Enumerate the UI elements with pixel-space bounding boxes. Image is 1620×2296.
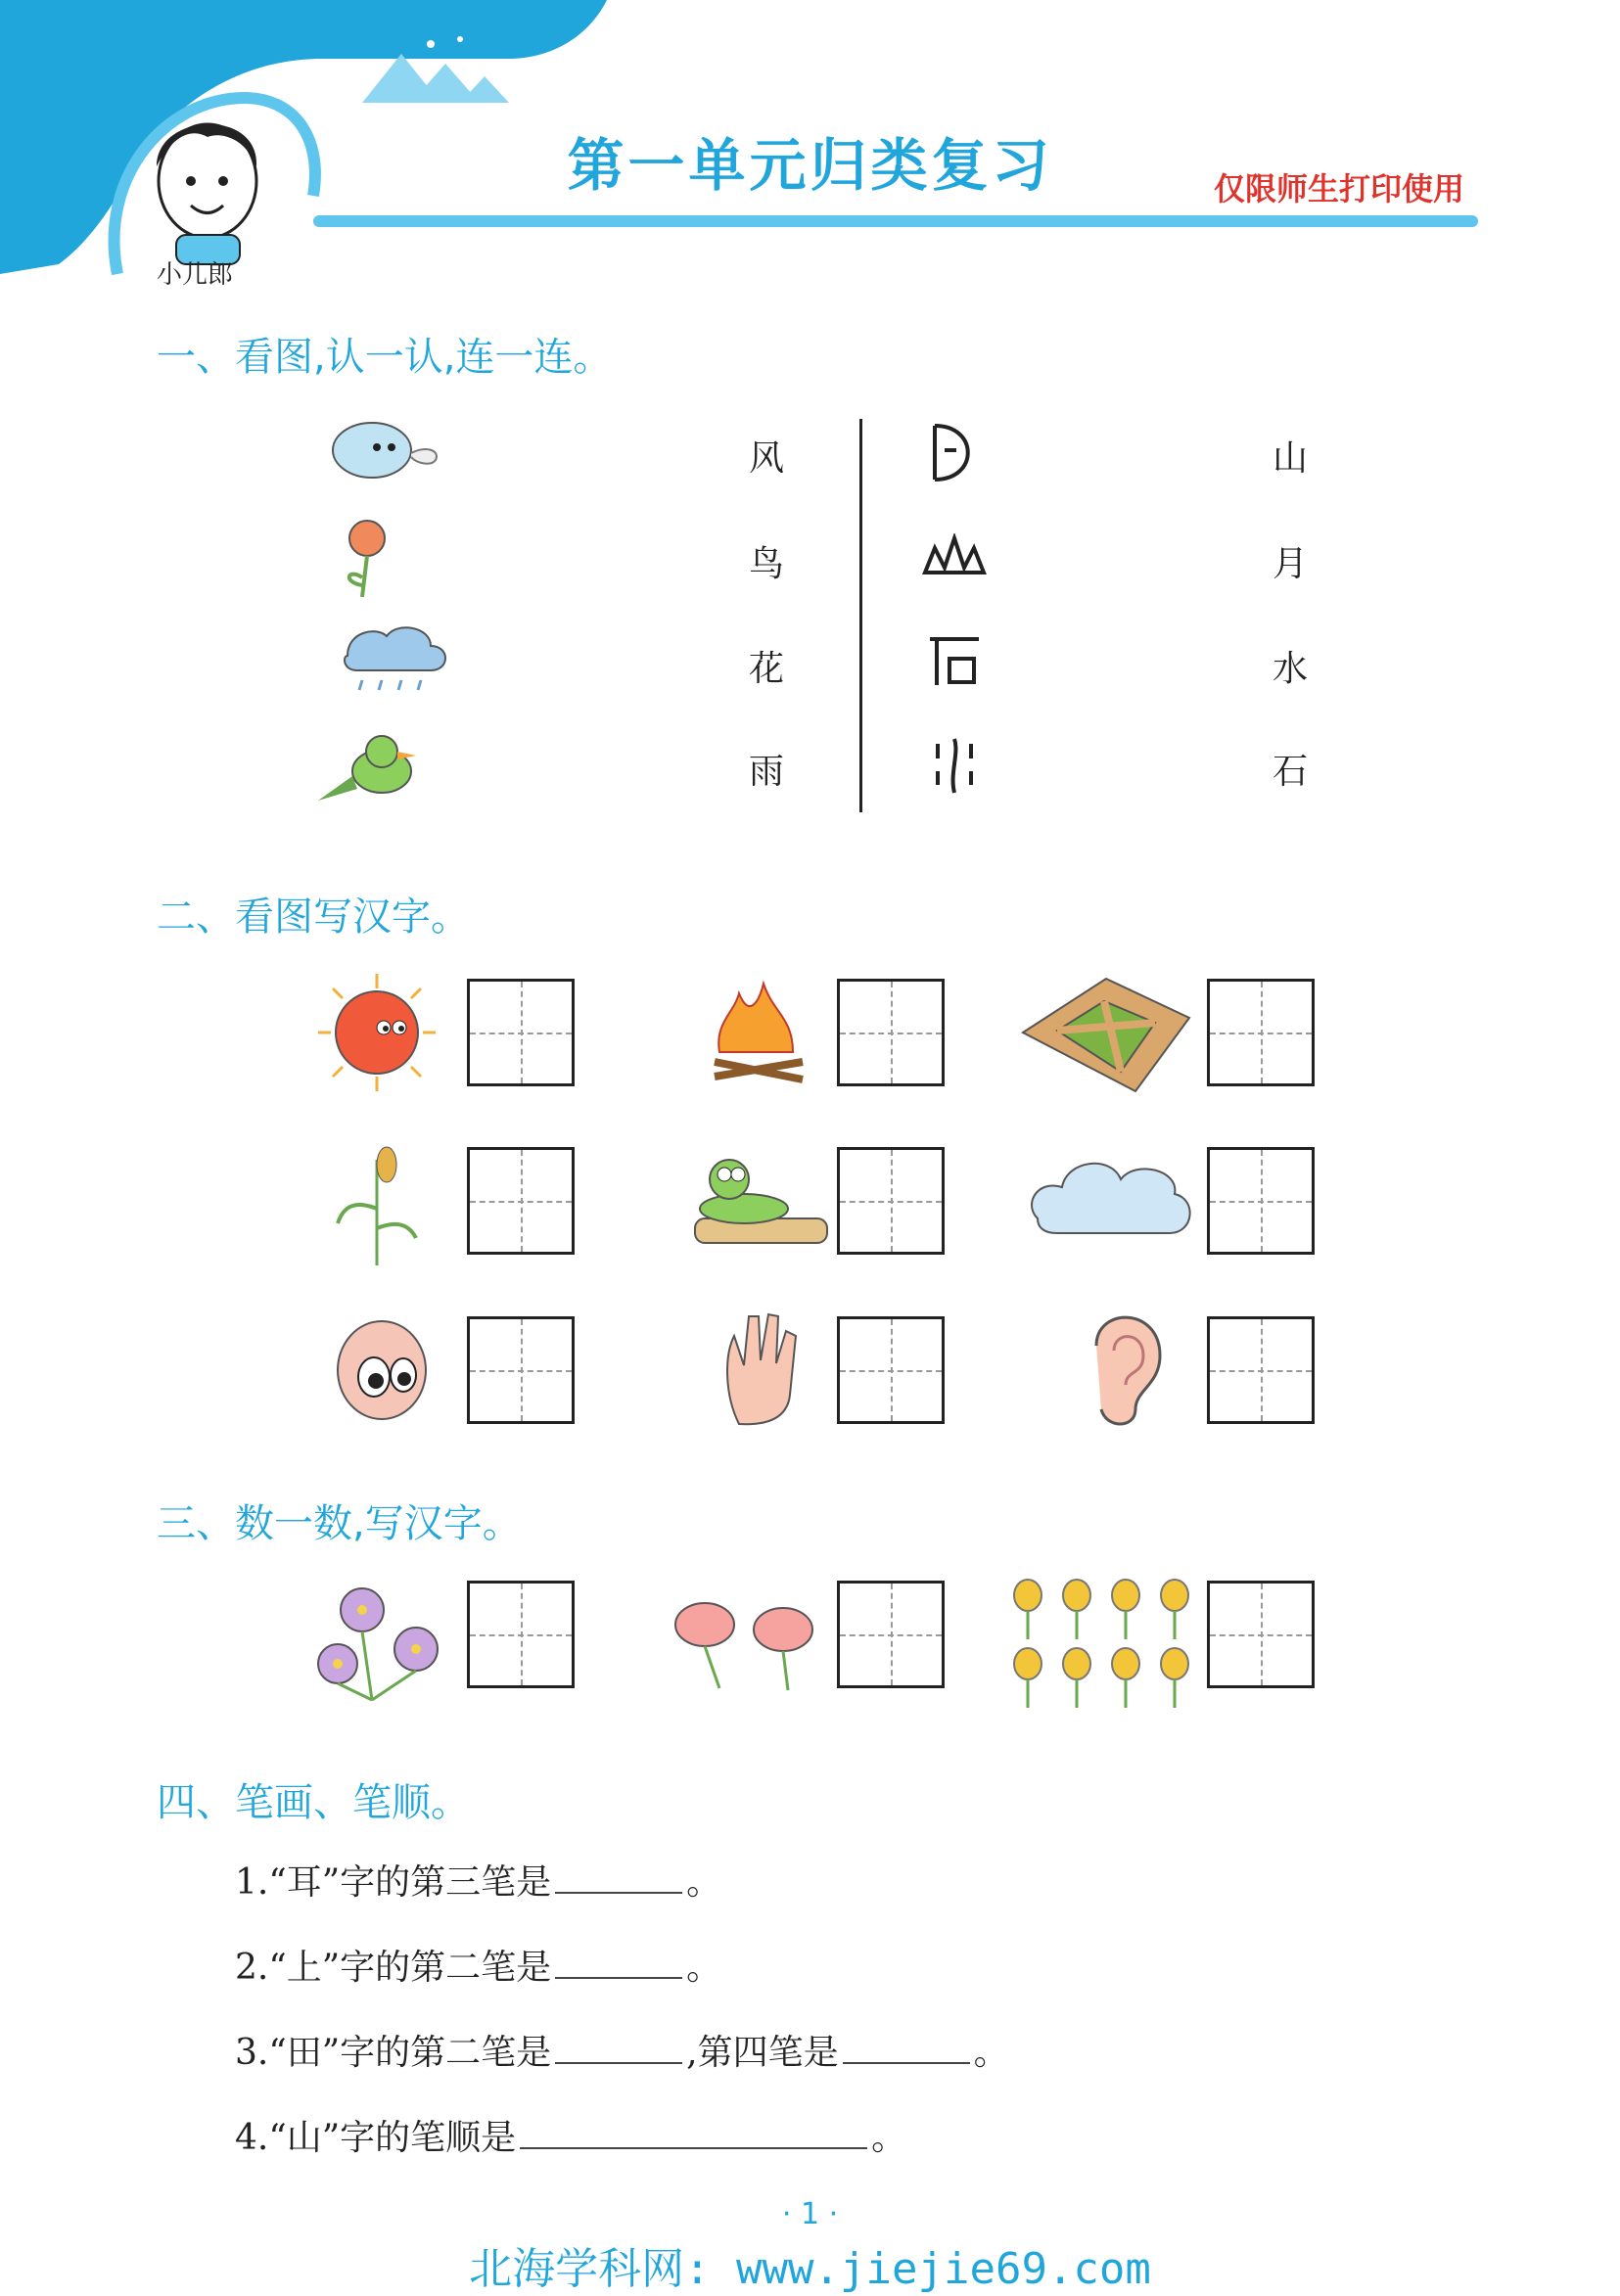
answer-box-hand[interactable]	[837, 1316, 945, 1424]
answer-box-cloud[interactable]	[1207, 1147, 1315, 1255]
answer-blank-3a[interactable]	[555, 2033, 682, 2064]
answer-box-fire[interactable]	[837, 979, 945, 1086]
question-3-text: 3.“田”字的第二笔是	[235, 2033, 552, 2073]
question-4	[235, 2110, 906, 2160]
worm-on-wood-picture	[685, 1140, 832, 1258]
mountains-icon	[362, 54, 509, 103]
question-3-end: 。	[973, 2033, 1009, 2073]
char-feng: 风	[749, 438, 785, 479]
question-3	[235, 2025, 1009, 2075]
char-shui: 水	[1273, 649, 1309, 689]
char-hua: 花	[749, 649, 785, 689]
eight-flowers-picture	[1008, 1571, 1194, 1713]
char-yu: 雨	[749, 752, 785, 792]
divider-line	[859, 419, 862, 812]
section4-title: 四、笔画、笔顺。	[157, 1780, 470, 1825]
answer-blank-1[interactable]	[555, 1862, 682, 1894]
question-1-text: 1.“耳”字的第三笔是	[235, 1862, 552, 1903]
page-number: · 1 ·	[781, 2197, 839, 2231]
answer-box-three-flowers[interactable]	[467, 1581, 575, 1688]
question-1-end: 。	[686, 1862, 722, 1903]
question-2	[235, 1940, 721, 1990]
eye-picture	[333, 1316, 431, 1424]
footer-site: 北海学科网: www.jiejie69.com	[469, 2244, 1151, 2294]
question-4-end: 。	[871, 2118, 907, 2158]
answer-box-field[interactable]	[1207, 979, 1315, 1086]
rain-cloud-picture	[338, 617, 465, 705]
bird-picture	[313, 722, 440, 810]
flower-picture	[318, 509, 445, 597]
fire-picture	[700, 974, 817, 1091]
mountain-ancient-glyph	[920, 533, 989, 582]
question-2-end: 。	[686, 1948, 722, 1988]
question-3-mid: ,第四笔是	[686, 2033, 839, 2073]
answer-box-rice[interactable]	[467, 1147, 575, 1255]
page-title: 第一单元归类复习	[567, 132, 1053, 199]
answer-blank-4[interactable]	[520, 2118, 867, 2149]
section1-title: 一、看图,认一认,连一连。	[157, 335, 613, 380]
answer-blank-3b[interactable]	[843, 2033, 970, 2064]
bicycle-icon	[300, 67, 362, 102]
wind-cloud-picture	[318, 406, 445, 494]
question-2-text: 2.“上”字的第二笔是	[235, 1948, 552, 1988]
cloud-picture	[1023, 1150, 1199, 1248]
char-shan: 山	[1273, 438, 1309, 479]
watermark-label: 仅限师生打印使用	[1214, 170, 1465, 207]
mascot-label: 小儿郎	[157, 260, 234, 290]
answer-box-ear[interactable]	[1207, 1316, 1315, 1424]
question-4-text: 4.“山”字的笔顺是	[235, 2118, 517, 2158]
char-niao: 鸟	[749, 544, 785, 584]
section2-title: 二、看图写汉字。	[157, 895, 470, 940]
two-flowers-picture	[666, 1590, 822, 1693]
answer-box-sun[interactable]	[467, 979, 575, 1086]
rice-plant-picture	[333, 1140, 421, 1267]
sun-picture	[313, 974, 440, 1091]
char-shi: 石	[1273, 752, 1309, 792]
stone-ancient-glyph	[925, 631, 984, 690]
answer-box-eight-flowers[interactable]	[1207, 1581, 1315, 1688]
question-1	[235, 1855, 721, 1905]
ear-picture	[1077, 1307, 1165, 1429]
field-picture	[1018, 974, 1194, 1096]
hand-picture	[719, 1307, 808, 1429]
answer-box-eye[interactable]	[467, 1316, 575, 1424]
answer-box-two-flowers[interactable]	[837, 1581, 945, 1688]
three-flowers-picture	[313, 1581, 450, 1703]
section3-title: 三、数一数,写汉字。	[157, 1501, 522, 1546]
answer-blank-2[interactable]	[555, 1948, 682, 1979]
moon-ancient-glyph	[925, 421, 984, 484]
char-yue: 月	[1273, 544, 1309, 584]
answer-box-worm[interactable]	[837, 1147, 945, 1255]
water-ancient-glyph	[930, 734, 979, 798]
